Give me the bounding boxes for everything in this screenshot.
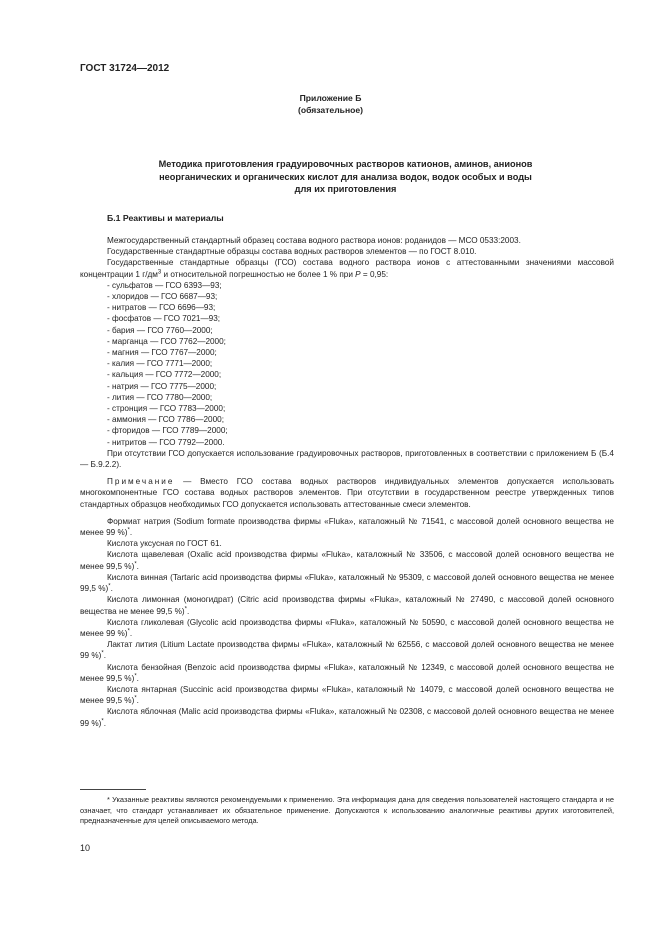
note-paragraph: Примечание — Вместо ГСО состава водных растворов индивидуальных элементов допускается использовать многокомпонентные ГСО состава водных растворов элементов. При отсутствии в государственном реестре утвержденных типов стандартных образцов необходимых ГСО допускается использовать аттестованные смеси элементов. (80, 477, 614, 509)
list-item: - кальция — ГСО 7772—2000; (107, 370, 222, 380)
list-item: - натрия — ГСО 7775—2000; (107, 381, 217, 391)
reagent-citric-acid: Кислота лимонная (моногидрат) (Citric acid производства фирмы «Fluka», каталожный № 27490, с массовой долей основного вещества не менее 99,5 %)*. (80, 595, 614, 616)
list-item: - сульфатов — ГСО 6393—93; (107, 280, 222, 290)
title-line-1: Методика приготовления градуировочных растворов катионов, аминов, анионов (158, 159, 533, 169)
list-item: - фторидов — ГСО 7789—2000; (107, 426, 228, 436)
appendix-heading (0, 92, 661, 116)
reagent-malic-acid: Кислота яблочная (Malic acid производства фирмы «Fluka», каталожный № 02308, с массовой долей основного вещества не менее 99 %)*. (80, 707, 614, 728)
title-line-2: неорганических и органических кислот для анализа водок, водок особых и воды (159, 171, 532, 182)
paragraph-gso: Государственные стандартные образцы (ГСО) состава водного раствора ионов с аттестованными значениями массовой концентрации 1 $г/дм^3$ и относительной погрешностью не более 1 % при Р = 0,95: (80, 258, 614, 279)
footnote: * Указанные реактивы являются рекомендуемыми к применению. Эта информация дана для сведения пользователей настоящего стандарта и не означает, что стандарт устанавливает их обязательное применение. Допускаются к использованию аналогичные реактивы других изготовителей, предназначенные для целей описываемого метода. (80, 795, 614, 825)
list-item: - магния — ГСО 7767—2000; (107, 348, 217, 358)
appendix-status: (обязательное) (297, 105, 364, 115)
list-item: - лития — ГСО 7780—2000; (107, 392, 213, 402)
footnote-divider (80, 789, 146, 790)
paragraph-mso: Межгосударственный стандартный образец состава водного раствора ионов: роданидов — МСО 0533:2003. (107, 236, 521, 245)
reagent-succinic-acid: Кислота янтарная (Succinic acid производства фирмы «Fluka», каталожный № 14079, с массовой долей основного вещества не менее 99,5 %)*. (80, 684, 614, 706)
document-header: ГОСТ 31724—2012 (80, 63, 170, 74)
list-item: - аммония — ГСО 7786—2000; (107, 415, 224, 425)
list-item: - марганца — ГСО 7762—2000; (107, 336, 226, 346)
reagent-acetic-acid: Кислота уксусная по ГОСТ 61. (107, 539, 222, 549)
reagent-tartaric-acid: Кислота винная (Tartaric acid производства фирмы «Fluka», каталожный № 95309, с массовой долей основного вещества не менее 99,5 %)*. (80, 572, 614, 594)
reagent-sodium-formate: Формиат натрия (Sodium formate производства фирмы «Fluka», каталожный № 71541, с массовой долей основного вещества не менее 99 %)*. (80, 516, 614, 538)
list-item: - нитратов — ГСО 6696—93; (107, 303, 216, 313)
list-item: - фосфатов — ГСО 7021—93; (107, 314, 221, 324)
reagent-lithium-lactate: Лактат лития (Litium Lactate производства фирмы «Fluka», каталожный № 62556, с массовой долей основного вещества не менее 99 %)*. (80, 640, 614, 661)
note-label: Примечание (107, 477, 175, 487)
title-line-3: для их приготовления (294, 184, 397, 194)
list-item: - стронция — ГСО 7783—2000; (107, 404, 226, 414)
paragraph-gost: Государственные стандартные образцы состава водных растворов элементов — по ГОСТ 8.010. (107, 247, 477, 257)
page-title (80, 158, 611, 196)
reagent-benzoic-acid: Кислота бензойная (Benzoic acid производства фирмы «Fluka», каталожный № 12349, с массовой долей основного вещества не менее 99,5 %)*. (80, 662, 614, 683)
page-number: 10 (80, 843, 91, 853)
list-item: - нитритов — ГСО 7792—2000. (107, 437, 225, 447)
body-text (80, 235, 614, 729)
list-item: - калия — ГСО 7771—2000; (107, 359, 213, 369)
section-heading: Б.1 Реактивы и материалы (107, 213, 224, 223)
paragraph-absence: При отсутствии ГСО допускается использование градуировочных растворов, приготовленных в соответствии с приложением Б (Б.4 — Б.9.2.2). (80, 448, 614, 470)
reagent-oxalic-acid: Кислота щавелевая (Oxalic acid производства фирмы «Fluka», каталожный № 33506, с массовой долей основного вещества не менее 99,5 %)*. (80, 550, 614, 571)
reagent-glycolic-acid: Кислота гликолевая (Glycolic acid производства фирмы «Fluka», каталожный № 50590, с массовой долей основного вещества не менее 99 %)*. (80, 617, 614, 638)
list-item: - хлоридов — ГСО 6687—93; (107, 292, 218, 302)
list-item: - бария — ГСО 7760—2000; (107, 325, 213, 335)
gso-list (80, 280, 614, 448)
appendix-title: Приложение Б (299, 93, 362, 103)
